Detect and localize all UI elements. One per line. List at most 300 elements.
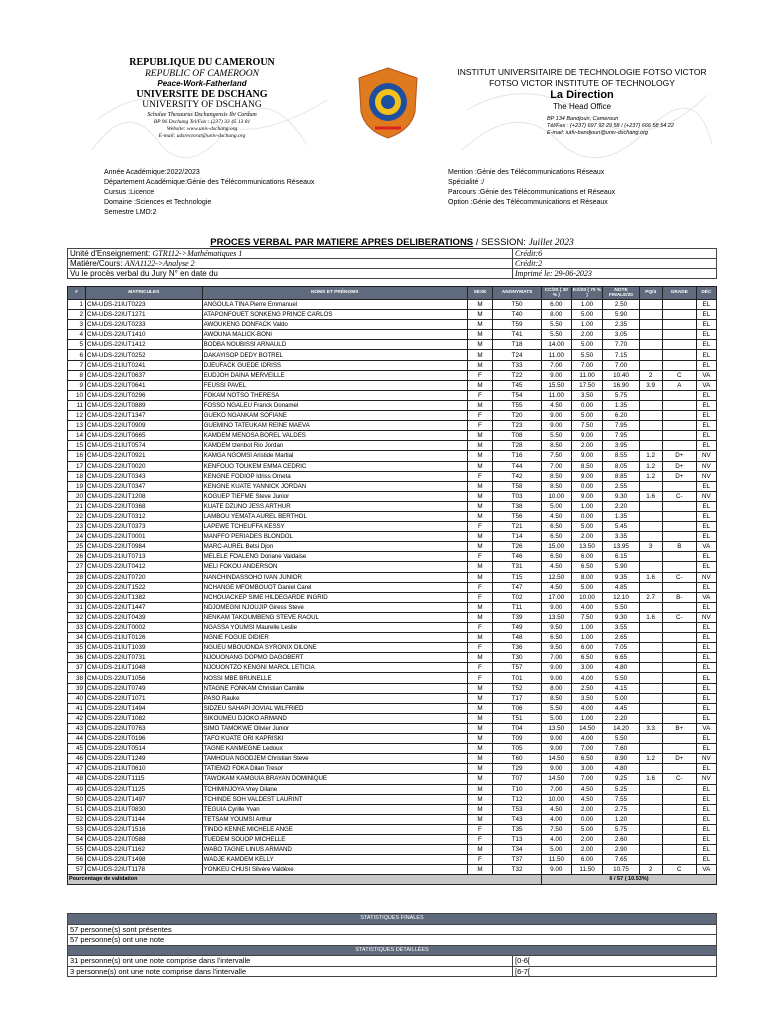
row-number: 20 xyxy=(68,491,86,501)
university-name-fr: UNIVERSITE DE DSCHANG xyxy=(136,88,268,100)
table-row xyxy=(68,744,717,754)
col-ex-header: EX/20 ( 70 % ) xyxy=(572,287,602,298)
pq-score xyxy=(639,330,662,340)
row-number: 26 xyxy=(68,552,86,562)
final-grade: 7.55 xyxy=(603,794,639,804)
decision: EL xyxy=(696,794,716,804)
final-grade: 2.65 xyxy=(603,633,639,643)
student-name: AWOUNA MALICK-BONI xyxy=(202,330,467,340)
anonymat: T32 xyxy=(493,865,542,875)
matricule: CM-UDS-21IUT1039 xyxy=(86,643,203,653)
grade xyxy=(662,330,696,340)
row-number: 8 xyxy=(68,370,86,380)
info-value: Génie des Télécommunications et Réseaux xyxy=(472,199,608,206)
grade xyxy=(662,340,696,350)
sex: F xyxy=(467,370,492,380)
detail-stats-title: STATISTIQUES DÉTAILLÉES xyxy=(68,945,717,956)
table-row xyxy=(68,441,717,451)
info-value: Génie des Télécommunications Réseaux xyxy=(476,169,605,176)
exam-score: 7.50 xyxy=(571,421,603,431)
anonymat: T53 xyxy=(493,804,542,814)
matricule: CM-UDS-22IUT1516 xyxy=(86,824,203,834)
grade xyxy=(662,845,696,855)
pq-score xyxy=(639,390,662,400)
row-number: 56 xyxy=(68,855,86,865)
pq-score xyxy=(639,360,662,370)
anonymat: T44 xyxy=(493,461,542,471)
exam-score: 3.00 xyxy=(571,764,603,774)
anonymat: T49 xyxy=(493,623,542,633)
decision: EL xyxy=(696,532,716,542)
final-grade: 1.35 xyxy=(603,400,639,410)
cc-score: 8.50 xyxy=(541,693,571,703)
student-name: TETSAM YOUMSI Arthur xyxy=(202,814,467,824)
exam-score: 7.00 xyxy=(571,360,603,370)
anonymat: T41 xyxy=(493,330,542,340)
grade xyxy=(662,441,696,451)
academic-info-left xyxy=(104,168,314,218)
sex: F xyxy=(467,522,492,532)
grade: D+ xyxy=(662,461,696,471)
table-row xyxy=(68,845,717,855)
student-name: ATAPONFOUET SONKENG PRINCE CARLOS xyxy=(202,310,467,320)
table-row xyxy=(68,663,717,673)
final-grade: 5.00 xyxy=(603,693,639,703)
decision: VA xyxy=(696,542,716,552)
cc-score: 5.00 xyxy=(541,845,571,855)
matricule: CM-UDS-22IUT1494 xyxy=(86,703,203,713)
col-matricule-header: MATRICULES xyxy=(86,287,203,300)
student-name: NJOUONTZO KENGNI MAROL LETICIA xyxy=(202,663,467,673)
decision: EL xyxy=(696,602,716,612)
cc-score: 9.00 xyxy=(541,602,571,612)
matricule: CM-UDS-22IUT0252 xyxy=(86,350,203,360)
sex: M xyxy=(467,481,492,491)
matricule: CM-UDS-22IUT0233 xyxy=(86,320,203,330)
country-name-en: REPUBLIC OF CAMEROON xyxy=(145,68,259,79)
matricule: CM-UDS-22IUT1522 xyxy=(86,582,203,592)
matricule: CM-UDS-22IUT1208 xyxy=(86,491,203,501)
sex: F xyxy=(467,643,492,653)
grade xyxy=(662,804,696,814)
pq-score: 3.3 xyxy=(639,723,662,733)
student-name: KAMDEM tzenbot Rio Jordan xyxy=(202,441,467,451)
matricule: CM-UDS-22IUT1498 xyxy=(86,855,203,865)
final-grade: 4.80 xyxy=(603,663,639,673)
country-name-fr: REPUBLIQUE DU CAMEROUN xyxy=(129,57,275,68)
matricule: CM-UDS-22IUT0637 xyxy=(86,370,203,380)
anonymat: T47 xyxy=(493,582,542,592)
exam-score: 4.50 xyxy=(571,794,603,804)
pq-score xyxy=(639,824,662,834)
cc-score: 8.50 xyxy=(541,481,571,491)
pq-score xyxy=(639,431,662,441)
student-name: TAFO KUATE ORI KAPRISKI xyxy=(202,734,467,744)
cc-score: 5.00 xyxy=(541,501,571,511)
exam-score: 0.00 xyxy=(571,511,603,521)
meta-row xyxy=(68,259,717,269)
exam-score: 7.50 xyxy=(571,612,603,622)
institute-name-en: FOTSO VICTOR INSTITUTE OF TECHNOLOGY xyxy=(489,78,675,88)
pq-score: 1.2 xyxy=(639,451,662,461)
row-number: 43 xyxy=(68,723,86,733)
sex: M xyxy=(467,612,492,622)
final-stats-line: 57 personne(s) sont présentes xyxy=(68,924,717,935)
decision: VA xyxy=(696,370,716,380)
matricule: CM-UDS-22IUT1115 xyxy=(86,774,203,784)
info-row xyxy=(448,168,615,178)
info-label: Mention : xyxy=(448,169,477,176)
university-name-en: UNIVERSITY OF DSCHANG xyxy=(142,100,262,110)
sex: M xyxy=(467,310,492,320)
matricule: CM-UDS-22IUT1410 xyxy=(86,330,203,340)
grade xyxy=(662,522,696,532)
institute-phone: Tél/Fax : (+237) 697 92 29 58 / (+237) 666 58 54 22 xyxy=(547,123,674,129)
decision: NV xyxy=(696,612,716,622)
matricule: CM-UDS-22IUT1056 xyxy=(86,673,203,683)
exam-score: 8.00 xyxy=(571,572,603,582)
sex: M xyxy=(467,532,492,542)
table-row xyxy=(68,340,717,350)
cc-score: 15.50 xyxy=(541,380,571,390)
info-row xyxy=(104,188,314,198)
sex: M xyxy=(467,865,492,875)
pq-score xyxy=(639,703,662,713)
table-row xyxy=(68,734,717,744)
final-grade: 1.20 xyxy=(603,814,639,824)
cc-score: 9.00 xyxy=(541,421,571,431)
final-grade: 5.90 xyxy=(603,562,639,572)
exam-score: 5.50 xyxy=(571,350,603,360)
decision: EL xyxy=(696,501,716,511)
col-decision-header: DÉC xyxy=(696,287,716,300)
table-row xyxy=(68,623,717,633)
student-name: LAPEWE TCHEUFFA KESSY xyxy=(202,522,467,532)
pq-score xyxy=(639,310,662,320)
head-office-title: The Head Office xyxy=(552,102,612,111)
table-row xyxy=(68,542,717,552)
student-name: YONKEU CHUSI Silvère Valdèxe xyxy=(202,865,467,875)
anonymat: T06 xyxy=(493,703,542,713)
student-name: KAMGA NGOMSI Aristide Martial xyxy=(202,451,467,461)
grade xyxy=(662,623,696,633)
matricule: CM-UDS-22IUT0763 xyxy=(86,723,203,733)
student-name: NCHANGE MFOMBOUOT Daniel Carel xyxy=(202,582,467,592)
row-number: 57 xyxy=(68,865,86,875)
exam-score: 5.00 xyxy=(571,522,603,532)
validation-row xyxy=(68,875,717,885)
table-body xyxy=(68,300,717,885)
anonymat: T38 xyxy=(493,501,542,511)
info-row xyxy=(104,198,314,208)
matricule: CM-UDS-22IUT0889 xyxy=(86,400,203,410)
row-number: 25 xyxy=(68,542,86,552)
sex: F xyxy=(467,673,492,683)
student-name: TAWOKAM KAMGUIA BRAYAN DOMINIQUE xyxy=(202,774,467,784)
decision: EL xyxy=(696,834,716,844)
matricule: CM-UDS-22IUT0312 xyxy=(86,511,203,521)
row-number: 23 xyxy=(68,522,86,532)
anonymat: T40 xyxy=(493,310,542,320)
info-value: Génie des Télécommunications et Réseaux xyxy=(479,189,616,196)
anonymat: T54 xyxy=(493,390,542,400)
pq-score xyxy=(639,673,662,683)
table-row xyxy=(68,643,717,653)
decision: NV xyxy=(696,461,716,471)
table-row xyxy=(68,754,717,764)
cc-score: 7.00 xyxy=(541,360,571,370)
row-number: 21 xyxy=(68,501,86,511)
table-row xyxy=(68,380,717,390)
exam-score: 2.00 xyxy=(571,330,603,340)
table-row xyxy=(68,451,717,461)
sex: F xyxy=(467,421,492,431)
exam-score: 2.00 xyxy=(571,441,603,451)
anonymat: T16 xyxy=(493,451,542,461)
cc-score: 9.00 xyxy=(541,764,571,774)
anonymat: T11 xyxy=(493,602,542,612)
anonymat: T03 xyxy=(493,491,542,501)
matricule: CM-UDS-22IUT0412 xyxy=(86,562,203,572)
pq-score xyxy=(639,855,662,865)
info-row xyxy=(448,178,615,188)
student-name: NDJOMEGNI NJOUJIP Giress Steve xyxy=(202,602,467,612)
anonymat: T23 xyxy=(493,421,542,431)
grade xyxy=(662,814,696,824)
sex: M xyxy=(467,461,492,471)
student-name: TATIEMZI FOKA Dilan Tresor xyxy=(202,764,467,774)
decision: EL xyxy=(696,310,716,320)
pq-score: 1.6 xyxy=(639,774,662,784)
cc-score: 9.00 xyxy=(541,734,571,744)
matricule: CM-UDS-22IUT1382 xyxy=(86,592,203,602)
row-number: 19 xyxy=(68,481,86,491)
sex: M xyxy=(467,511,492,521)
table-row xyxy=(68,522,717,532)
exam-score: 6.50 xyxy=(571,562,603,572)
institute-header xyxy=(447,67,717,137)
final-grade: 6.15 xyxy=(603,552,639,562)
cc-score: 9.00 xyxy=(541,370,571,380)
decision: EL xyxy=(696,522,716,532)
cc-score: 4.50 xyxy=(541,582,571,592)
sex: M xyxy=(467,400,492,410)
pq-score: 1.6 xyxy=(639,491,662,501)
final-grade: 7.95 xyxy=(603,431,639,441)
final-grade: 1.35 xyxy=(603,511,639,521)
matricule: CM-UDS-22IUT0343 xyxy=(86,471,203,481)
student-name: SIDZEU SAHAPI JOVIAL WILFRIED xyxy=(202,703,467,713)
cc-score: 8.00 xyxy=(541,683,571,693)
anonymat: T08 xyxy=(493,431,542,441)
pq-score xyxy=(639,552,662,562)
info-label: Parcours : xyxy=(448,189,480,196)
student-name: EUDJOH DAINA MERVEILLE xyxy=(202,370,467,380)
jury-text: Vu le procès verbal du Jury N° en date du xyxy=(68,269,513,279)
anonymat: T09 xyxy=(493,734,542,744)
exam-score: 14.50 xyxy=(571,723,603,733)
final-grade: 6.20 xyxy=(603,411,639,421)
table-row xyxy=(68,683,717,693)
exam-score: 0.00 xyxy=(571,400,603,410)
final-stats-line: 57 personne(s) ont une note xyxy=(68,935,717,946)
row-number: 16 xyxy=(68,451,86,461)
row-number: 7 xyxy=(68,360,86,370)
table-row xyxy=(68,582,717,592)
decision: EL xyxy=(696,744,716,754)
matricule: CM-UDS-22IUT1071 xyxy=(86,693,203,703)
matricule: CM-UDS-22IUT0909 xyxy=(86,421,203,431)
row-number: 53 xyxy=(68,824,86,834)
table-row xyxy=(68,673,717,683)
detail-stats-range: [6-7[ xyxy=(513,966,717,977)
decision: EL xyxy=(696,653,716,663)
anonymat: T58 xyxy=(493,481,542,491)
final-grade: 5.50 xyxy=(603,734,639,744)
student-name: NGNIE FOGUE DIDIER xyxy=(202,633,467,643)
grade xyxy=(662,411,696,421)
matricule: CM-UDS-21IUT0610 xyxy=(86,764,203,774)
exam-score: 8.50 xyxy=(571,461,603,471)
row-number: 1 xyxy=(68,300,86,310)
sex: M xyxy=(467,693,492,703)
sex: M xyxy=(467,794,492,804)
student-name: MANFFO PERIADES BLONDOL xyxy=(202,532,467,542)
col-pq-header: PQ/4 xyxy=(639,287,662,300)
row-number: 33 xyxy=(68,623,86,633)
exam-score: 2.00 xyxy=(571,834,603,844)
pq-score xyxy=(639,350,662,360)
row-number: 38 xyxy=(68,673,86,683)
final-grade: 10.40 xyxy=(603,370,639,380)
row-number: 40 xyxy=(68,693,86,703)
student-name: WADJE KAMDEM KELLY xyxy=(202,855,467,865)
exam-score: 1.00 xyxy=(571,713,603,723)
grade: A xyxy=(662,380,696,390)
table-row xyxy=(68,855,717,865)
pq-score xyxy=(639,602,662,612)
row-number: 6 xyxy=(68,350,86,360)
grade: D+ xyxy=(662,754,696,764)
table-row xyxy=(68,330,717,340)
final-grade: 3.55 xyxy=(603,623,639,633)
decision: EL xyxy=(696,673,716,683)
grade: B+ xyxy=(662,723,696,733)
student-name: NANCHINDASSOHO IVAN JUNIOR xyxy=(202,572,467,582)
exam-score: 2.00 xyxy=(571,804,603,814)
decision: EL xyxy=(696,784,716,794)
stats-row xyxy=(68,935,717,946)
decision: EL xyxy=(696,390,716,400)
final-grade: 2.75 xyxy=(603,804,639,814)
student-name: KOGUEP TIEFME Steve Junior xyxy=(202,491,467,501)
row-number: 47 xyxy=(68,764,86,774)
cc-score: 6.50 xyxy=(541,633,571,643)
matricule: CM-UDS-22IUT0749 xyxy=(86,683,203,693)
row-number: 45 xyxy=(68,744,86,754)
matricule: CM-UDS-22IUT1447 xyxy=(86,602,203,612)
pq-score xyxy=(639,814,662,824)
grade xyxy=(662,481,696,491)
student-name: MARC-AUREL Betsi Djon xyxy=(202,542,467,552)
cc-score: 4.50 xyxy=(541,400,571,410)
matricule: CM-UDS-21IUT1048 xyxy=(86,663,203,673)
exam-score: 2.50 xyxy=(571,683,603,693)
anonymat: T30 xyxy=(493,653,542,663)
cc-score: 5.50 xyxy=(541,320,571,330)
row-number: 4 xyxy=(68,330,86,340)
row-number: 11 xyxy=(68,400,86,410)
final-grade: 2.55 xyxy=(603,481,639,491)
pq-score xyxy=(639,522,662,532)
anonymat: T45 xyxy=(493,380,542,390)
sex: M xyxy=(467,683,492,693)
final-grade: 8.05 xyxy=(603,461,639,471)
ue-value: GTR112->Mathématiques 1 xyxy=(152,249,243,258)
pq-score: 1.2 xyxy=(639,461,662,471)
university-logo xyxy=(355,66,421,140)
table-row xyxy=(68,400,717,410)
student-name: MELELE FOALENG Doriane Valdaise xyxy=(202,552,467,562)
matricule: CM-UDS-22IUT0001 xyxy=(86,532,203,542)
anonymat: T56 xyxy=(493,511,542,521)
grade: C- xyxy=(662,572,696,582)
table-row xyxy=(68,865,717,875)
sex: M xyxy=(467,300,492,310)
cc-score: 4.50 xyxy=(541,804,571,814)
matricule: CM-UDS-22IUT0588 xyxy=(86,834,203,844)
row-number: 31 xyxy=(68,602,86,612)
exam-score: 3.00 xyxy=(571,663,603,673)
row-number: 36 xyxy=(68,653,86,663)
anonymat: T21 xyxy=(493,522,542,532)
decision: EL xyxy=(696,633,716,643)
pq-score: 3 xyxy=(639,542,662,552)
decision: EL xyxy=(696,552,716,562)
anonymat: T02 xyxy=(493,592,542,602)
pq-score xyxy=(639,693,662,703)
exam-score: 1.00 xyxy=(571,633,603,643)
cc-score: 6.50 xyxy=(541,522,571,532)
row-number: 10 xyxy=(68,390,86,400)
matricule: CM-UDS-22IUT0720 xyxy=(86,572,203,582)
document-title xyxy=(67,237,717,248)
anonymat: T15 xyxy=(493,572,542,582)
sex: M xyxy=(467,572,492,582)
table-row xyxy=(68,310,717,320)
decision: EL xyxy=(696,481,716,491)
final-grade: 5.50 xyxy=(603,602,639,612)
stats-row xyxy=(68,966,717,977)
info-value: Sciences et Technologie xyxy=(135,199,212,206)
anonymat: T17 xyxy=(493,693,542,703)
student-name: SIMO TAMOKWE Olivier Junior xyxy=(202,723,467,733)
credit-matiere: Crédit:2 xyxy=(513,259,717,269)
grade xyxy=(662,653,696,663)
table-row xyxy=(68,390,717,400)
pq-score xyxy=(639,794,662,804)
grade xyxy=(662,693,696,703)
matricule: CM-UDS-21IUT0574 xyxy=(86,441,203,451)
final-grade: 4.45 xyxy=(603,703,639,713)
grade xyxy=(662,400,696,410)
sex: M xyxy=(467,734,492,744)
student-name: KUATE DZUNO JESS ARTHUR xyxy=(202,501,467,511)
matricule: CM-UDS-22IUT0665 xyxy=(86,431,203,441)
pq-score xyxy=(639,511,662,521)
row-number: 50 xyxy=(68,794,86,804)
stats-row xyxy=(68,914,717,925)
